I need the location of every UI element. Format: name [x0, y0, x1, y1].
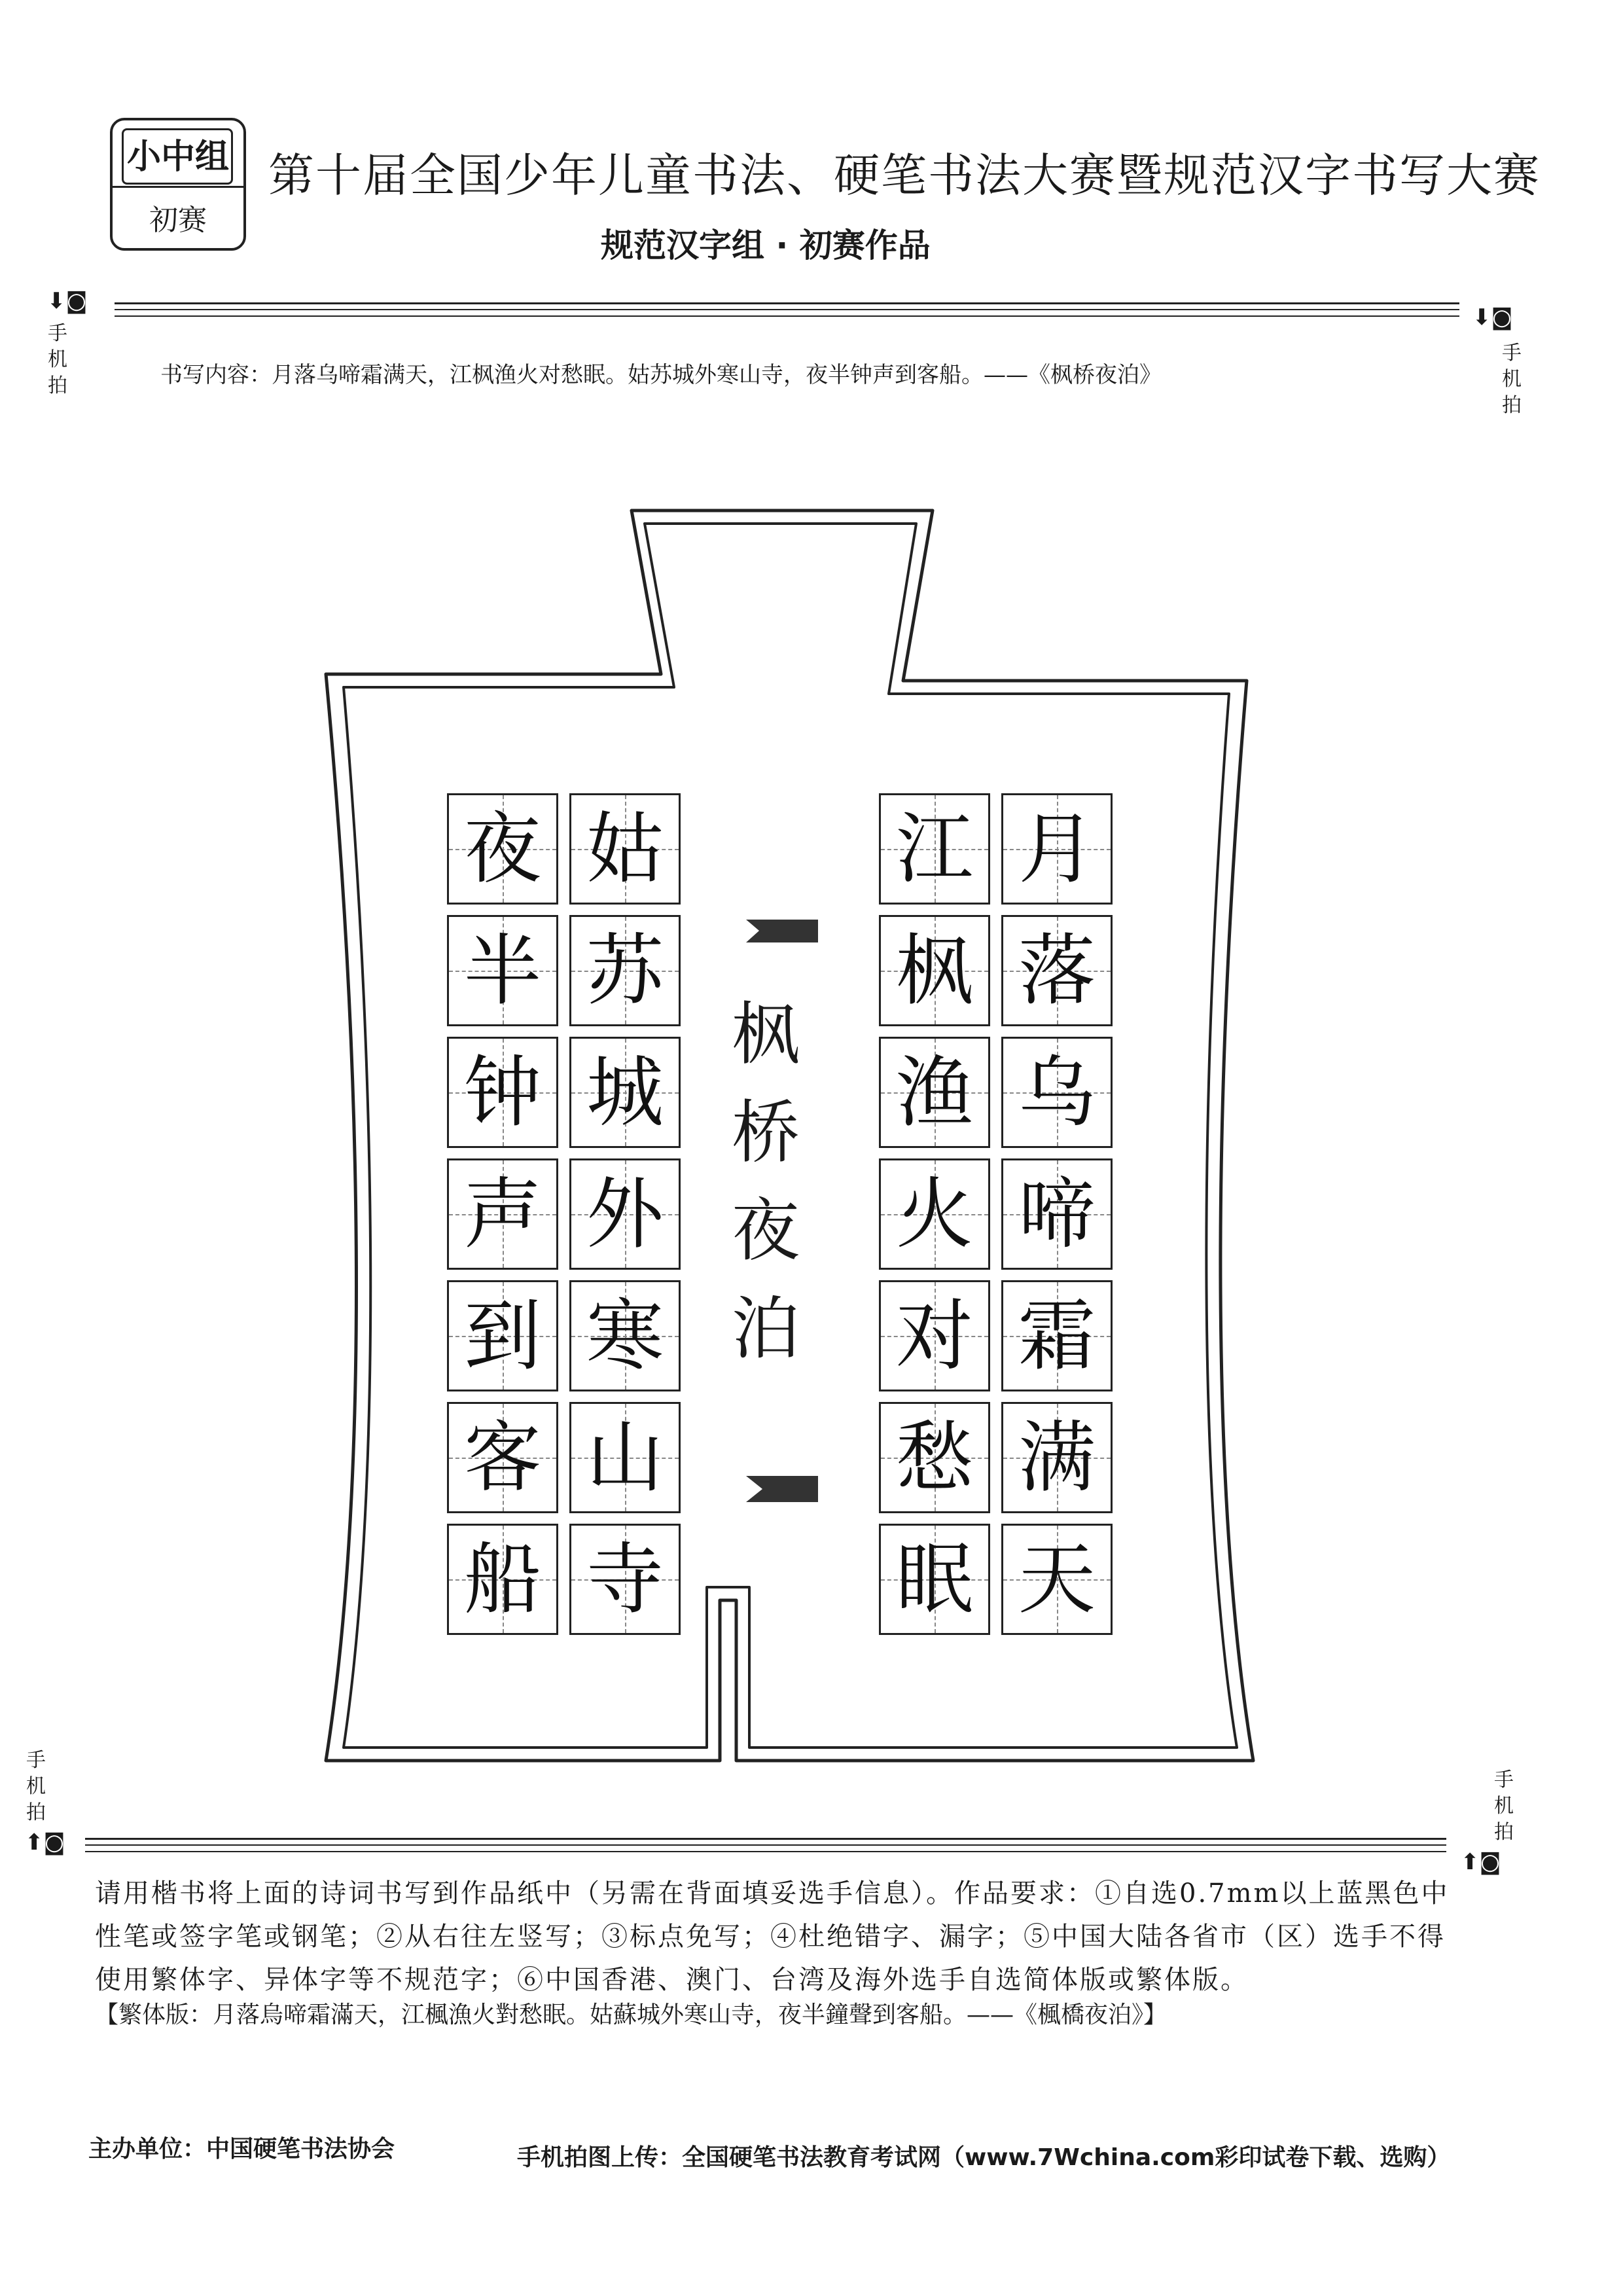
poem-char: 乌: [1018, 1047, 1096, 1138]
grid-cell: [1001, 793, 1113, 905]
poem-char: 外: [586, 1169, 664, 1259]
grid-cell: [879, 915, 990, 1026]
poem-char: 半: [463, 925, 541, 1016]
poem-char: 寒: [586, 1291, 664, 1381]
grid-cell: [569, 1524, 681, 1635]
title-bracket-bottom: [746, 1476, 818, 1502]
upload-info: 手机拍图上传：全国硬笔书法教育考试网（www.7Wchina.com彩印试卷下载、选购）: [517, 2144, 1451, 2171]
grid-cell: [447, 1037, 558, 1148]
poem-char: 渔: [895, 1047, 973, 1138]
phone-shot-marker-bottom-left: [25, 1829, 65, 1856]
poem-char: 火: [895, 1169, 973, 1259]
grid-cell: [447, 915, 558, 1026]
poem-char: 姑: [586, 804, 664, 894]
grid-cell: [569, 1402, 681, 1513]
poem-char: 夜: [463, 804, 541, 894]
poem-char: 啼: [1018, 1169, 1096, 1259]
grid-cell: [569, 1158, 681, 1270]
round-label: 初赛: [149, 204, 207, 237]
footer-rule-2: [85, 1844, 1446, 1846]
grid-cell: [569, 915, 681, 1026]
grid-cell: [569, 1280, 681, 1391]
grid-cell: [447, 793, 558, 905]
page-subtitle: 规范汉字组 · 初赛作品: [601, 226, 931, 264]
poem-char: 天: [1018, 1534, 1096, 1624]
instructions: 请用楷书将上面的诗词书写到作品纸中（另需在背面填妥选手信息）。作品要求：①自选0.7mm以上蓝黑色中性笔或签字笔或钢笔；②从右往左竖写；③标点免写；④杜绝错字、漏字；⑤中国大陆各省市（区）选手不得使用繁体字、异体字等不规范字；⑥中国香港、澳门、台湾及海外选手自选简体版或繁体版。: [95, 1878, 1450, 1995]
poem-char: 霜: [1018, 1291, 1096, 1381]
poem-char: 江: [895, 804, 973, 894]
poem-char: 愁: [895, 1412, 973, 1503]
phone-shot-marker-bottom-right: [1461, 1849, 1501, 1875]
poem-char: 满: [1018, 1412, 1096, 1503]
camera-upload-icon: ⬆◙: [25, 1829, 65, 1856]
poem-title-char: 枫: [731, 994, 800, 1074]
poem-char: 月: [1018, 804, 1096, 894]
organizer: 主办单位：中国硬笔书法协会: [88, 2136, 395, 2162]
phone-shot-label-top-left: 手机拍: [48, 322, 67, 397]
camera-download-icon: ⬇◙: [1472, 304, 1513, 331]
poem-title-char: 夜: [731, 1191, 800, 1270]
grid-cell: [1001, 1524, 1113, 1635]
phone-shot-label-bottom-left: 手机拍: [26, 1749, 46, 1824]
footer-rule-1: [85, 1838, 1446, 1840]
grid-cell: [1001, 1280, 1113, 1391]
grid-cell: [569, 1037, 681, 1148]
grid-cell: [879, 1402, 990, 1513]
camera-upload-icon: ⬆◙: [1461, 1849, 1501, 1875]
poem-char: 声: [463, 1169, 541, 1259]
grid-cell: [1001, 915, 1113, 1026]
grid-cell: [879, 1158, 990, 1270]
poem-char: 落: [1018, 925, 1096, 1016]
grid-cell: [1001, 1037, 1113, 1148]
traditional-version: 【繁体版：月落烏啼霜滿天，江楓漁火對愁眠。姑蘇城外寒山寺，夜半鐘聲到客船。——《楓橋夜泊》】: [95, 2001, 1168, 2028]
footer-rule-3: [85, 1851, 1446, 1852]
grid-cell: [879, 793, 990, 905]
title-bracket-top: [746, 920, 818, 942]
poem-char: 到: [463, 1291, 541, 1381]
phone-shot-label-top-right: 手机拍: [1502, 342, 1522, 417]
poem-char: 枫: [895, 925, 973, 1016]
poem-char: 苏: [586, 925, 664, 1016]
poem-char: 山: [586, 1412, 664, 1503]
poem-title-char: 泊: [731, 1289, 800, 1369]
grid-cell: [447, 1158, 558, 1270]
poem-title-char: 桥: [731, 1092, 800, 1172]
grid-cell: [1001, 1158, 1113, 1270]
grid-cell: [447, 1402, 558, 1513]
poem-char: 对: [895, 1291, 973, 1381]
group-label: 小中组: [113, 120, 243, 188]
grid-cell: [1001, 1402, 1113, 1513]
grid-cell: [447, 1280, 558, 1391]
camera-download-icon: ⬇◙: [47, 288, 88, 314]
phone-shot-label-bottom-right: 手机拍: [1494, 1768, 1514, 1844]
poem-title-vertical: [730, 985, 802, 1378]
grid-cell: [879, 1524, 990, 1635]
grid-cell: [569, 793, 681, 905]
poem-char: 客: [463, 1412, 541, 1503]
grid-cell: [447, 1524, 558, 1635]
poem-char: 城: [586, 1047, 664, 1138]
page-title: 第十届全国少年儿童书法、硬笔书法大赛暨规范汉字书写大赛: [268, 149, 1541, 202]
grid-cell: [879, 1280, 990, 1391]
poem-char: 船: [463, 1534, 541, 1624]
poem-char: 寺: [586, 1534, 664, 1624]
writing-content: 书写内容：月落乌啼霜满天，江枫渔火对愁眠。姑苏城外寒山寺，夜半钟声到客船。——《枫桥夜泊》: [160, 362, 1162, 388]
poem-char: 眠: [895, 1534, 973, 1624]
grid-cell: [879, 1037, 990, 1148]
poem-char: 钟: [463, 1047, 541, 1138]
